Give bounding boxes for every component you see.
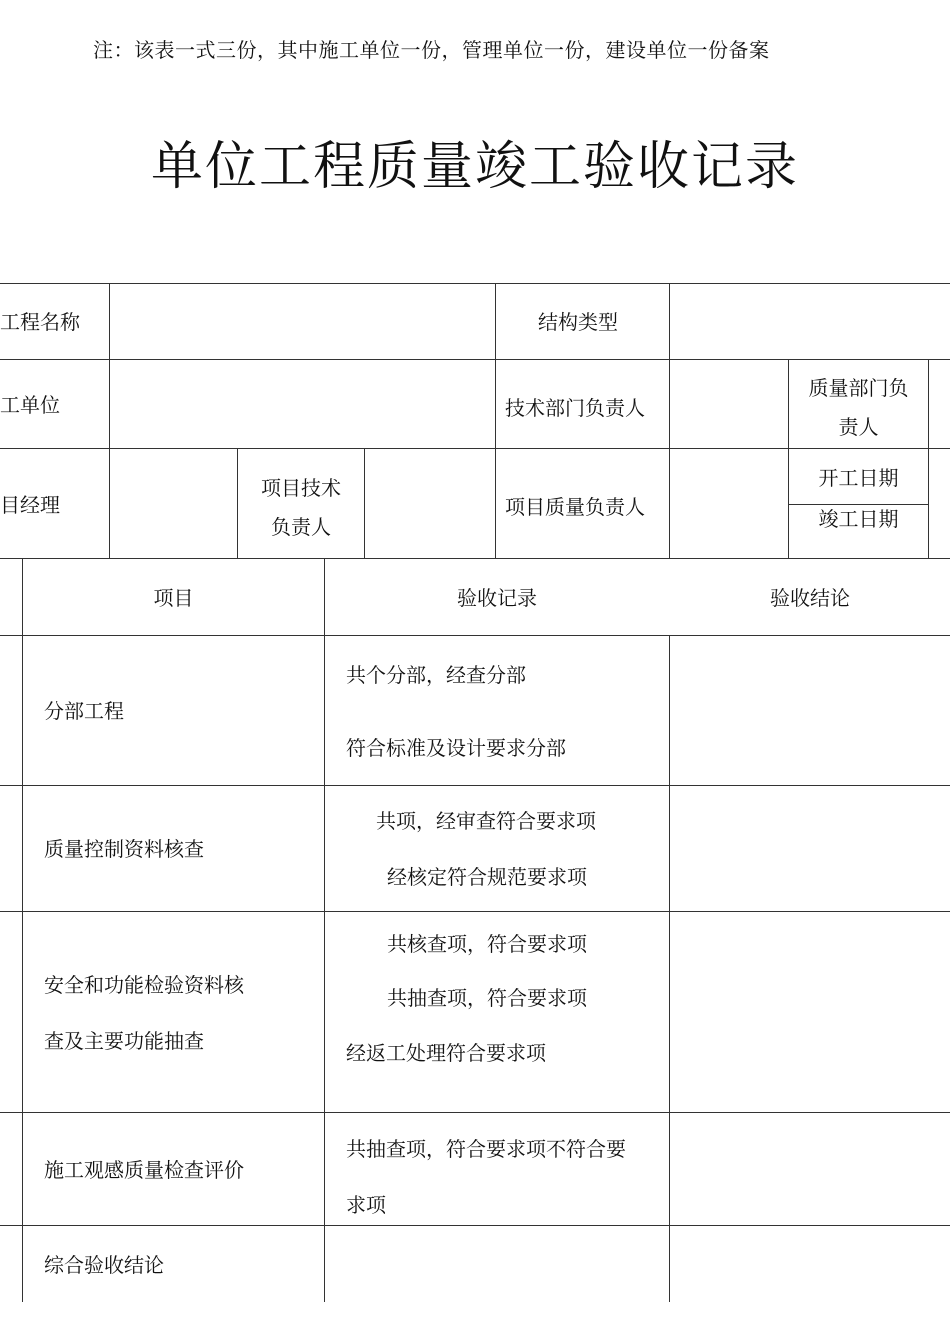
start-date-label: 开工日期 bbox=[818, 466, 899, 490]
row-record-line: 共项，经审查符合要求项 bbox=[376, 809, 596, 833]
row-record-line: 共抽查项，符合要求项 bbox=[387, 986, 587, 1010]
row-item-label: 安全和功能检验资料核 bbox=[44, 973, 244, 997]
row-item-label: 分部工程 bbox=[44, 699, 124, 723]
tech-dept-head-label: 技术部门负责人 bbox=[505, 396, 645, 420]
row-record-line: 共抽查项，符合要求项不符合要 bbox=[346, 1137, 626, 1161]
row-item-label: 查及主要功能抽查 bbox=[44, 1029, 204, 1053]
project-tech-head-label-line1: 项目技术 bbox=[261, 476, 341, 500]
project-tech-head-label-line2: 负责人 bbox=[271, 515, 331, 539]
completion-date-label: 竣工日期 bbox=[818, 507, 899, 531]
row-record-line: 经返工处理符合要求项 bbox=[346, 1041, 546, 1065]
row-record-line: 符合标准及设计要求分部 bbox=[346, 736, 566, 760]
page-title: 单位工程质量竣工验收记录 bbox=[150, 137, 799, 197]
row-record-line: 共个分部，经查分部 bbox=[346, 663, 526, 687]
column-header-item: 项目 bbox=[153, 586, 194, 610]
construction-unit-label: 工单位 bbox=[0, 393, 60, 417]
quality-dept-head-label-line2: 责人 bbox=[838, 415, 879, 439]
quality-dept-head-label-line1: 质量部门负 bbox=[808, 376, 909, 400]
row-record-line: 经核定符合规范要求项 bbox=[387, 865, 587, 889]
row-item-label: 综合验收结论 bbox=[44, 1253, 164, 1277]
structure-type-label: 结构类型 bbox=[538, 310, 618, 334]
project-name-label: 工程名称 bbox=[0, 310, 80, 334]
form-note: 注：该表一式三份，其中施工单位一份，管理单位一份，建设单位一份备案 bbox=[93, 38, 770, 62]
column-header-record: 验收记录 bbox=[457, 586, 537, 610]
project-manager-label: 目经理 bbox=[0, 493, 60, 517]
row-record-line: 求项 bbox=[346, 1193, 386, 1217]
row-item-label: 施工观感质量检查评价 bbox=[44, 1158, 244, 1182]
project-quality-head-label: 项目质量负责人 bbox=[505, 495, 645, 519]
row-item-label: 质量控制资料核查 bbox=[44, 837, 204, 861]
row-record-line: 共核查项，符合要求项 bbox=[387, 932, 587, 956]
column-header-conclusion: 验收结论 bbox=[770, 586, 850, 610]
